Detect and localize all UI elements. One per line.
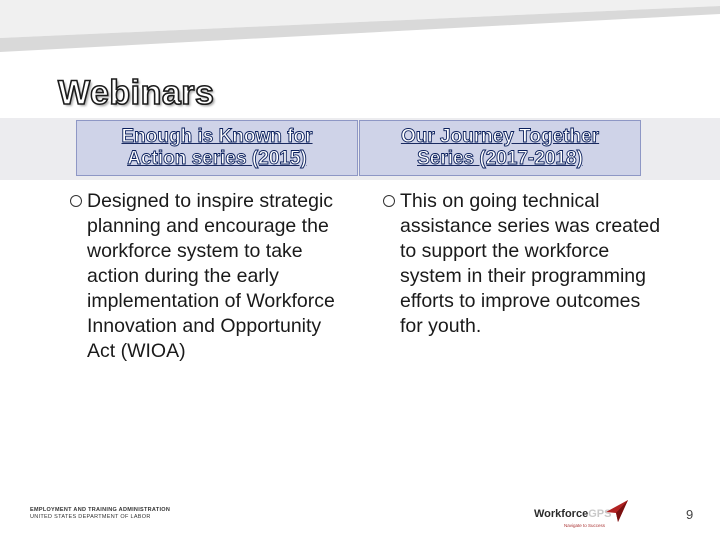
- wf-logo-gps: GPS: [588, 508, 612, 520]
- workforcegps-arrow-icon: [604, 498, 630, 524]
- left-bullet: [70, 189, 345, 364]
- left-column-header: [76, 120, 358, 176]
- left-bullet-text: Designed to inspire strategic planning and encourage the workforce system to take action during the early implementation of Workforce Innovation and Opportunity Act (WIOA): [87, 190, 335, 362]
- page-number: 9: [686, 507, 694, 522]
- decorative-swoosh: [0, 0, 720, 70]
- hollow-circle-bullet-icon: [70, 195, 82, 207]
- right-column-header: [359, 120, 641, 176]
- dol-logo-line-2: UNITED STATES DEPARTMENT OF LABOR: [30, 514, 151, 520]
- slide-title: Webinars: [58, 74, 215, 112]
- right-header-line-2: Series (2017-2018): [417, 148, 583, 169]
- right-bullet: [383, 189, 668, 339]
- wf-logo-word: Workforce: [534, 508, 589, 520]
- wf-logo-tagline: Navigate to Success: [564, 523, 606, 528]
- right-header-line-1: Our Journey Together: [400, 126, 600, 147]
- workforcegps-logo: [534, 498, 634, 532]
- dol-logo-line-1: EMPLOYMENT AND TRAINING ADMINISTRATION: [30, 507, 171, 513]
- left-header-line-2: Action series (2015): [127, 148, 307, 169]
- dol-eta-logo: [30, 507, 180, 520]
- left-header-line-1: Enough is Known for: [121, 126, 313, 147]
- right-bullet-text: This on going technical assistance series was created to support the workforce system in their programming efforts to improve outcomes for youth.: [400, 190, 661, 337]
- hollow-circle-bullet-icon: [383, 195, 395, 207]
